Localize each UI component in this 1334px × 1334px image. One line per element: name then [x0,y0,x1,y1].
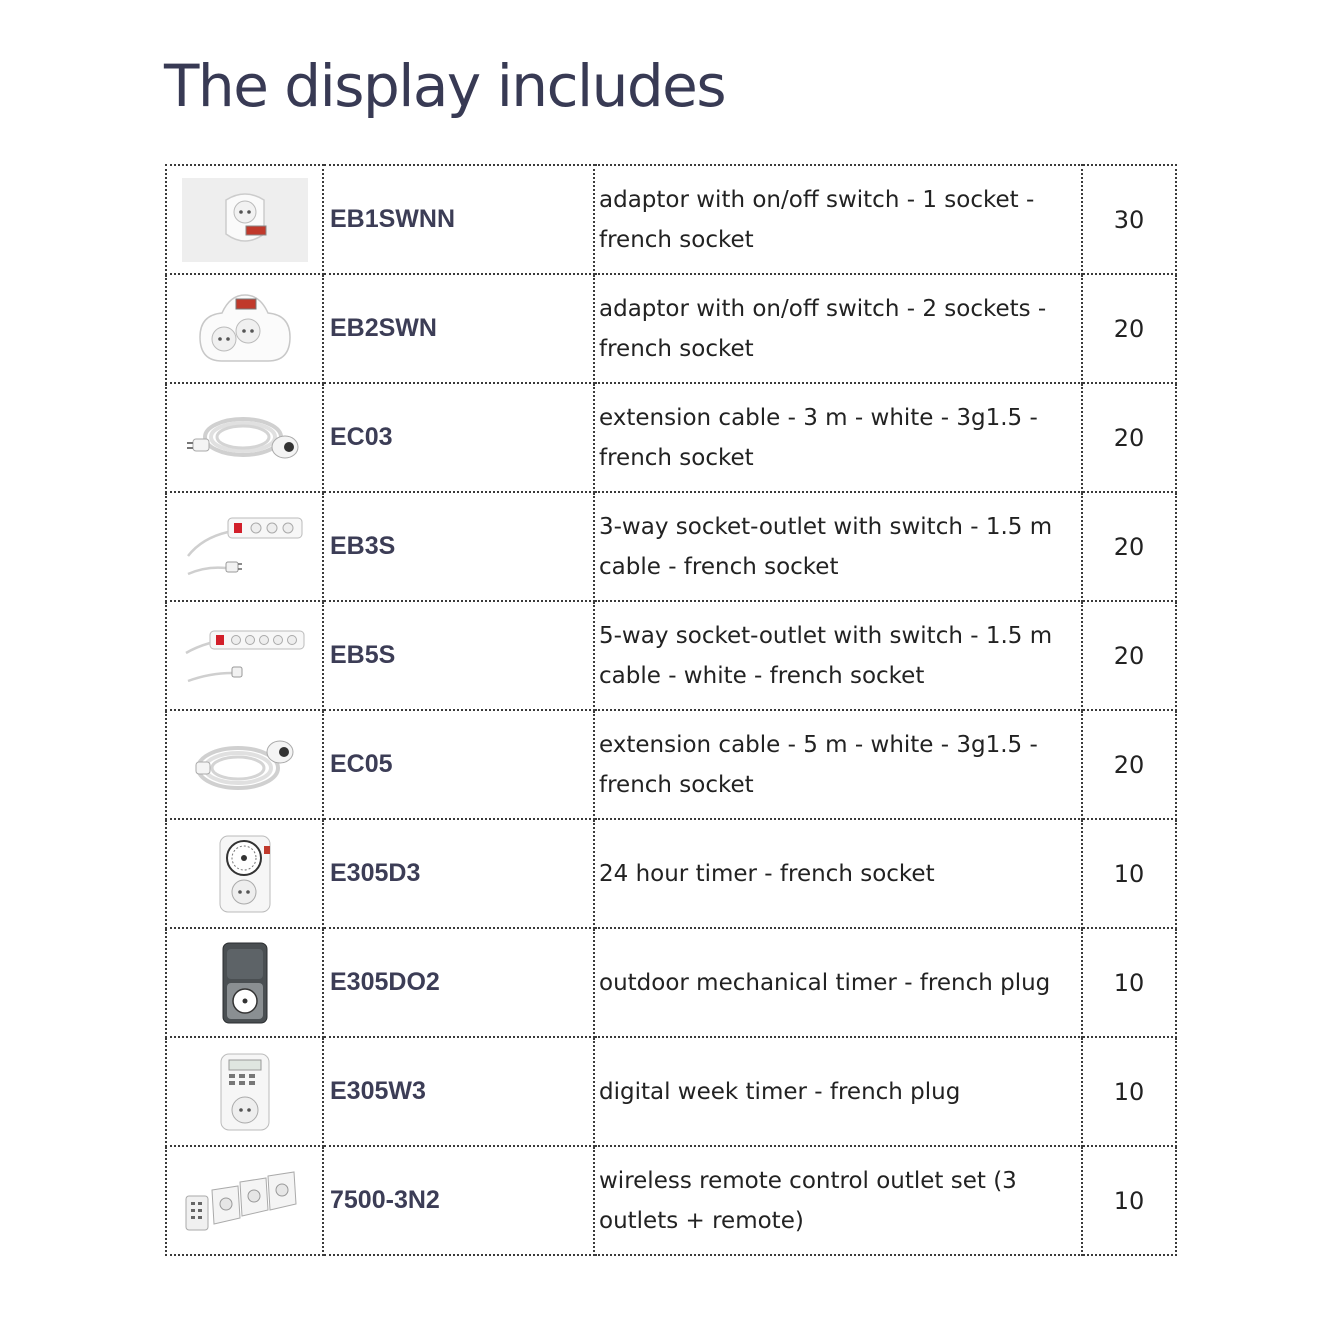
table-row [166,1037,1176,1146]
product-code: EC05 [323,710,594,819]
product-description: digital week timer - french plug [594,1037,1082,1146]
remote-outlet-set-icon [182,1166,308,1236]
product-quantity: 30 [1082,165,1176,274]
product-description: extension cable - 3 m - white - 3g1.5 - french socket [594,383,1082,492]
power-strip-5-way-icon [182,621,308,691]
extension-cable-icon [190,730,300,800]
table-row [166,928,1176,1037]
table-row [166,819,1176,928]
product-quantity: 20 [1082,710,1176,819]
table-row [166,383,1176,492]
digital-timer-icon [213,1050,277,1134]
product-quantity: 20 [1082,601,1176,710]
product-quantity: 10 [1082,1146,1176,1255]
product-description: adaptor with on/off switch - 1 socket - french socket [594,165,1082,274]
page-title: The display includes [164,52,726,120]
product-quantity: 20 [1082,492,1176,601]
table-row [166,165,1176,274]
product-table [165,164,1177,1256]
product-code: E305W3 [323,1037,594,1146]
table-row [166,274,1176,383]
adaptor-1-socket-icon [182,178,308,262]
product-quantity: 10 [1082,819,1176,928]
table-row [166,492,1176,601]
product-description: adaptor with on/off switch - 2 sockets - french socket [594,274,1082,383]
extension-cable-icon [185,403,305,473]
adaptor-2-sockets-icon [190,287,300,371]
product-description: 24 hour timer - french socket [594,819,1082,928]
product-code: E305DO2 [323,928,594,1037]
product-code: E305D3 [323,819,594,928]
product-description: 3-way socket-outlet with switch - 1.5 m cable - french socket [594,492,1082,601]
product-code: EC03 [323,383,594,492]
product-description: outdoor mechanical timer - french plug [594,928,1082,1037]
table-row [166,601,1176,710]
mechanical-timer-icon [210,832,280,916]
power-strip-3-way-icon [182,512,308,582]
product-quantity: 20 [1082,274,1176,383]
product-quantity: 20 [1082,383,1176,492]
product-quantity: 10 [1082,928,1176,1037]
product-description: wireless remote control outlet set (3 outlets + remote) [594,1146,1082,1255]
outdoor-timer-icon [215,941,275,1025]
table-row [166,710,1176,819]
product-code: EB3S [323,492,594,601]
product-code: EB2SWN [323,274,594,383]
product-description: 5-way socket-outlet with switch - 1.5 m cable - white - french socket [594,601,1082,710]
product-description: extension cable - 5 m - white - 3g1.5 - french socket [594,710,1082,819]
product-code: EB5S [323,601,594,710]
product-quantity: 10 [1082,1037,1176,1146]
table-row [166,1146,1176,1255]
product-code: EB1SWNN [323,165,594,274]
product-code: 7500-3N2 [323,1146,594,1255]
